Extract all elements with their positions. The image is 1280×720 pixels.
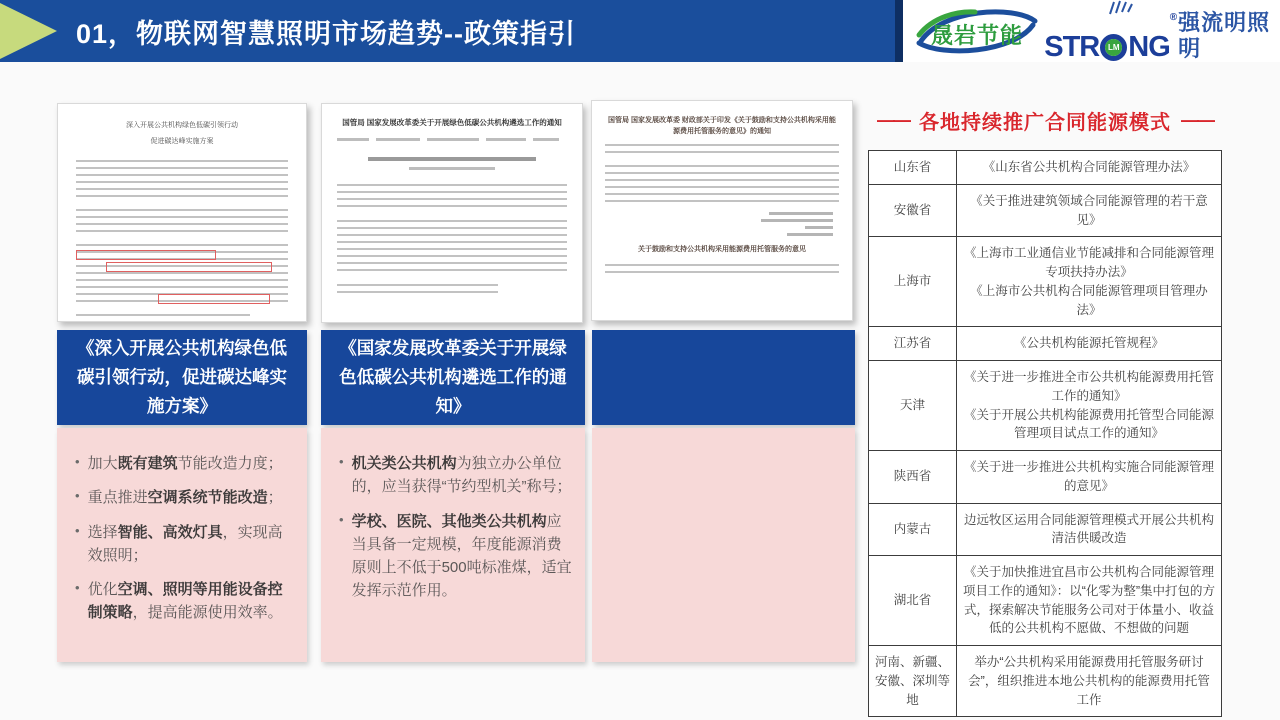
region-cell: 湖北省	[869, 556, 957, 646]
table-title-text: 各地持续推广合同能源模式	[919, 112, 1171, 134]
policy-line: 举办“公共机构采用能源费用托管服务研讨会”，组织推进本地公共机构的能源费用托管工作	[968, 655, 1210, 707]
table-title	[860, 106, 1230, 135]
strong-logo-o-icon	[1100, 34, 1127, 61]
bullet-dot-icon: •	[75, 454, 80, 469]
policy-doc-thumbnail-3	[591, 100, 853, 321]
policy-detail-box-2	[321, 428, 585, 662]
bullet-dot-icon: •	[75, 488, 80, 504]
table-row	[869, 451, 1222, 504]
policy-title-box-3	[592, 330, 855, 425]
doc2-text-lines	[337, 184, 567, 211]
table-row	[869, 151, 1222, 185]
regional-policy-table	[868, 150, 1222, 717]
shengyan-logo	[913, 5, 1034, 57]
title-dash-right: ——	[1181, 110, 1213, 130]
table-row	[869, 646, 1222, 717]
policy-doc-thumbnail-1	[57, 103, 307, 322]
bullet-item	[71, 521, 295, 568]
strong-logo-chinese: 强流明照明	[1178, 9, 1271, 61]
policy-line: 《公共机构能源托管规程》	[1013, 336, 1164, 351]
region-cell: 安徽省	[869, 184, 957, 237]
region-cell: 江苏省	[869, 327, 957, 361]
doc3-text-lines	[605, 144, 839, 157]
policy-doc-thumbnail-2	[321, 103, 583, 323]
fan-stripes-icon	[1108, 0, 1134, 15]
region-cell: 内蒙古	[869, 503, 957, 556]
doc1-red-highlight	[76, 250, 216, 260]
policy-title-2: 《国家发展改革委关于开展绿色低碳公共机构遴选工作的通知》	[339, 338, 567, 416]
bullet-dot-icon: •	[339, 511, 344, 527]
policy-line: 《关于加快推进宜昌市公共机构合同能源管理项目工作的通知》：以“化零为整”集中打包的方式，探索解决节能服务公司对于体量小、收益低的公共机构不愿做、不想做的问题	[962, 565, 1216, 636]
policy-cell	[957, 184, 1222, 237]
region-cell: 天津	[869, 361, 957, 451]
doc2-text-lines	[337, 220, 567, 275]
strong-logo-suffix: NG	[1128, 31, 1170, 64]
table-row	[869, 503, 1222, 556]
bullet-dot-icon: •	[339, 454, 344, 469]
policy-line: 《关于进一步推进公共机构实施合同能源管理的意见》	[963, 460, 1214, 493]
bullet-item	[335, 510, 573, 603]
bullet-text: 优化空调、照明等用能设备控制策略，提高能源使用效率。	[87, 581, 283, 622]
doc3-title: 国管局 国家发展改革委 财政部关于印发《关于鼓励和支持公共机构采用能源费用托管服务的意见》的通知	[608, 117, 836, 136]
policy-title-box-1	[57, 330, 307, 425]
policy-title-box-2	[321, 330, 585, 425]
shengyan-logo-text: 晟岩节能	[930, 23, 1023, 48]
policy-line: 《关于进一步推进全市公共机构能源费用托管工作的通知》	[963, 370, 1214, 403]
doc1-title-line2: 促进碳达峰实施方案	[150, 138, 214, 146]
policy-title-1: 《深入开展公共机构绿色低碳引领行动，促进碳达峰实施方案》	[77, 338, 287, 416]
registered-mark: ®	[1169, 11, 1178, 23]
doc1-red-highlight	[106, 262, 272, 272]
bullet-text: 机关类公共机构为独立办公单位的，应当获得“节约型机关”称号；	[351, 455, 572, 496]
policy-cell	[957, 646, 1222, 717]
doc3-subtitle: 关于鼓励和支持公共机构采用能源费用托管服务的意见	[638, 246, 806, 254]
bullet-text: 学校、医院、其他类公共机构应当具备一定规模，年度能源消费原则上不低于500吨标准煤，适宜发挥示范作用。	[351, 512, 572, 600]
bullet-dot-icon: •	[75, 522, 80, 538]
green-arrow-decoration	[0, 3, 57, 59]
policy-cell	[957, 327, 1222, 361]
region-cell: 山东省	[869, 151, 957, 185]
doc2-text-lines	[337, 284, 498, 297]
doc2-meta-row	[337, 138, 567, 141]
policy-line: 《上海市工业通信业节能减排和合同能源管理专项扶持办法》	[963, 246, 1214, 279]
doc1-title-line1: 深入开展公共机构绿色低碳引领行动	[126, 122, 238, 129]
table-row	[869, 361, 1222, 451]
policy-line: 边远牧区运用合同能源管理模式开展公共机构清洁供暖改造	[963, 512, 1214, 546]
regional-policy-table-body	[869, 151, 1222, 717]
doc3-signature-block	[605, 212, 833, 236]
table-row	[869, 327, 1222, 361]
bullet-item	[71, 452, 295, 475]
policy-cell	[957, 361, 1222, 451]
bullet-item	[71, 486, 295, 509]
bullet-text: 加大既有建筑节能改造力度；	[87, 455, 283, 472]
doc2-title: 国管局 国家发展改革委关于开展绿色低碳公共机构遴选工作的通知	[342, 118, 562, 127]
region-cell: 上海市	[869, 237, 957, 327]
doc1-text-lines	[76, 160, 288, 201]
lm-badge: LM	[1105, 39, 1122, 56]
policy-detail-box-1	[57, 428, 307, 662]
doc3-text-lines	[605, 264, 839, 277]
policy-line: 《关于开展公共机构能源费用托管型合同能源管理项目试点工作的通知》	[963, 407, 1214, 441]
bullet-text: 重点推进空调系统节能改造；	[87, 489, 283, 507]
doc2-number-bar	[409, 167, 495, 170]
policy-line: 《山东省公共机构合同能源管理办法》	[982, 160, 1196, 174]
logo-panel	[903, 0, 1280, 62]
doc1-text-lines	[76, 209, 288, 236]
region-cell: 河南、新疆、安徽、深圳等地	[869, 646, 957, 717]
table-row	[869, 237, 1222, 327]
region-cell: 陕西省	[869, 451, 957, 504]
policy-cell	[957, 556, 1222, 646]
policy-cell	[957, 503, 1222, 556]
doc3-text-lines	[605, 165, 839, 206]
bullet-text: 选择智能、高效灯具，实现高效照明；	[87, 523, 283, 564]
bullet-dot-icon: •	[75, 580, 80, 595]
bullet-item	[335, 452, 573, 499]
title-dash-left: ——	[877, 110, 909, 130]
strong-logo-prefix: STR	[1044, 31, 1100, 64]
slide-title: 01，物联网智慧照明市场趋势--政策指引	[76, 18, 577, 49]
policy-cell	[957, 237, 1222, 327]
policy-line: 《上海市公共机构合同能源管理项目管理办法》	[970, 283, 1208, 317]
policy-detail-box-3	[592, 428, 855, 662]
policy-cell	[957, 451, 1222, 504]
strong-logo	[1044, 0, 1280, 62]
doc2-inner-heading-bar	[368, 157, 536, 161]
doc1-text-lines	[76, 314, 250, 322]
header-divider	[895, 0, 903, 62]
doc1-red-highlight	[158, 294, 270, 304]
table-row	[869, 184, 1222, 237]
bullet-item	[71, 578, 295, 625]
table-row	[869, 556, 1222, 646]
policy-cell	[957, 151, 1222, 185]
policy-line: 《关于推进建筑领域合同能源管理的若干意见》	[970, 193, 1208, 227]
